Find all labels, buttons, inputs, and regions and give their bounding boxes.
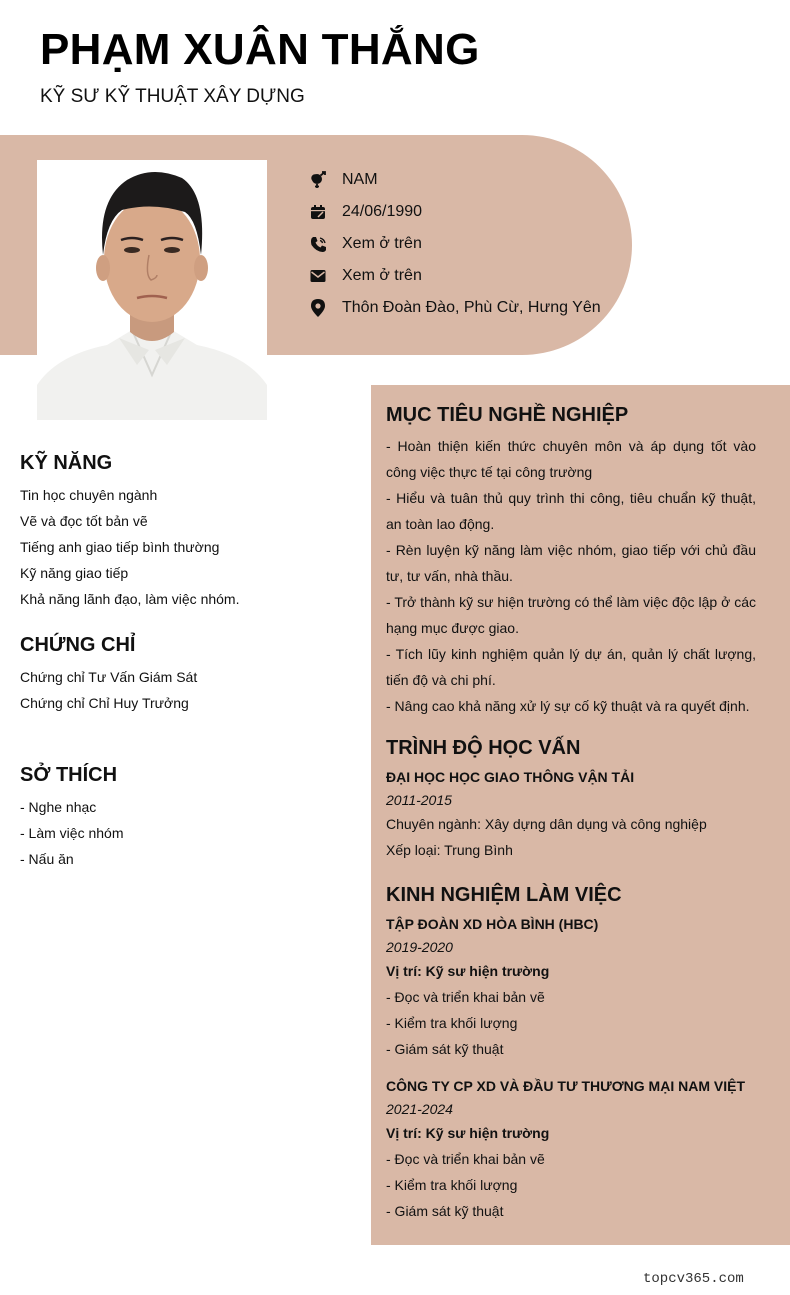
hobbies-heading: SỞ THÍCH	[20, 764, 118, 786]
company-name: TẬP ĐOÀN XD HÒA BÌNH (HBC)	[386, 916, 599, 932]
certificate-item: Chứng chỉ Tư Vấn Giám Sát	[20, 669, 198, 685]
hobby-item: - Làm việc nhóm	[20, 825, 124, 841]
skill-item: Tin học chuyên ngành	[20, 487, 158, 503]
school-name: ĐẠI HỌC HỌC GIAO THÔNG VẬN TẢI	[386, 769, 635, 785]
job-task: - Giám sát kỹ thuật	[386, 1041, 504, 1057]
experience-section	[386, 882, 756, 1224]
person-photo-icon	[37, 160, 267, 420]
location-icon	[308, 298, 328, 318]
objective-item: - Rèn luyện kỹ năng làm việc nhóm, giao tiếp với chủ đầu tư, tư vấn, nhà thầu.	[386, 542, 756, 584]
education-grade: Xếp loại: Trung Bình	[386, 842, 513, 858]
job-task: - Đọc và triển khai bản vẽ	[386, 1151, 545, 1167]
objective-item: - Trở thành kỹ sư hiện trường có thể làm việc độc lập ở các hạng mục được giao.	[386, 594, 756, 636]
contact-address	[308, 292, 601, 324]
profile-photo	[37, 160, 267, 420]
education-heading: TRÌNH ĐỘ HỌC VẤN	[386, 737, 581, 759]
job-task: - Đọc và triển khai bản vẽ	[386, 989, 545, 1005]
email-icon	[308, 266, 328, 286]
skill-item: Vẽ và đọc tốt bản vẽ	[20, 513, 148, 529]
education-major: Chuyên ngành: Xây dựng dân dụng và công nghiệp	[386, 816, 707, 832]
objective-item: - Nâng cao khả năng xử lý sự cố kỹ thuật và ra quyết định.	[386, 698, 750, 714]
company-name: CÔNG TY CP XD VÀ ĐẦU TƯ THƯƠNG MẠI NAM VIỆT	[386, 1078, 746, 1094]
watermark: topcv365.com	[643, 1271, 744, 1287]
certificates-heading: CHỨNG CHỈ	[20, 634, 136, 656]
job-position: Vị trí: Kỹ sư hiện trường	[386, 963, 550, 979]
skill-item: Tiếng anh giao tiếp bình thường	[20, 539, 220, 555]
skills-heading: KỸ NĂNG	[20, 452, 113, 474]
job-entry	[386, 1074, 756, 1224]
phone-value: Xem ở trên	[342, 235, 422, 252]
job-task: - Kiểm tra khối lượng	[386, 1177, 518, 1193]
objective-item: - Hiểu và tuân thủ quy trình thi công, tiêu chuẩn kỹ thuật, an toàn lao động.	[386, 490, 756, 532]
contact-gender	[308, 164, 601, 196]
certificate-item: Chứng chỉ Chỉ Huy Trưởng	[20, 695, 189, 711]
skills-section	[20, 450, 340, 612]
gender-value: NAM	[342, 171, 378, 188]
contact-list	[308, 164, 601, 324]
contact-birthdate	[308, 196, 601, 228]
objective-heading: MỤC TIÊU NGHỀ NGHIỆP	[386, 404, 629, 426]
skill-item: Khả năng lãnh đạo, làm việc nhóm.	[20, 591, 240, 607]
contact-email[interactable]	[308, 260, 601, 292]
gender-icon	[308, 170, 328, 190]
hobby-item: - Nấu ăn	[20, 851, 74, 867]
email-value: Xem ở trên	[342, 267, 422, 284]
education-section	[386, 735, 756, 863]
calendar-icon	[308, 202, 328, 222]
job-task: - Giám sát kỹ thuật	[386, 1203, 504, 1219]
job-period: 2019-2020	[386, 939, 453, 955]
education-period: 2011-2015	[386, 792, 452, 808]
job-period: 2021-2024	[386, 1101, 453, 1117]
job-title: KỸ SƯ KỸ THUẬT XÂY DỰNG	[40, 86, 305, 107]
objective-item: - Tích lũy kinh nghiệm quản lý dự án, quản lý chất lượng, tiến độ và chi phí.	[386, 646, 756, 688]
contact-phone[interactable]	[308, 228, 601, 260]
certificates-section	[20, 632, 340, 716]
job-position: Vị trí: Kỹ sư hiện trường	[386, 1125, 550, 1141]
skill-item: Kỹ năng giao tiếp	[20, 565, 129, 581]
experience-heading: KINH NGHIỆM LÀM VIỆC	[386, 884, 622, 906]
address-value: Thôn Đoàn Đào, Phù Cừ, Hưng Yên	[342, 299, 601, 316]
hobbies-section	[20, 762, 340, 872]
phone-icon	[308, 234, 328, 254]
candidate-name: PHẠM XUÂN THẮNG	[40, 25, 480, 74]
job-entry	[386, 912, 756, 1062]
objective-section	[386, 402, 756, 719]
birthdate-value: 24/06/1990	[342, 203, 423, 220]
hobby-item: - Nghe nhạc	[20, 799, 97, 815]
job-task: - Kiểm tra khối lượng	[386, 1015, 518, 1031]
objective-item: - Hoàn thiện kiến thức chuyên môn và áp dụng tốt vào công việc thực tế tại công trường	[386, 438, 756, 480]
